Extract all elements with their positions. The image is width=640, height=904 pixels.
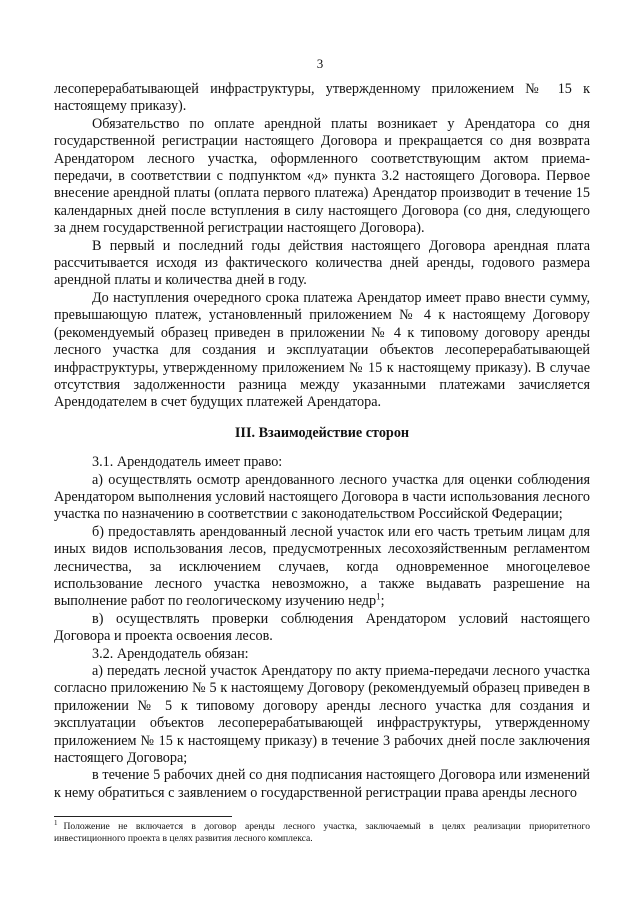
paragraph: лесоперерабатывающей инфраструктуры, утвержденному приложением № 15 к настоящему приказу). [54,81,590,115]
footnote-mark: 1 [54,818,58,827]
footnote [54,818,590,845]
clause-3-1-title: 3.1. Арендодатель имеет право: [92,454,283,471]
clause-3-2-title: 3.2. Арендодатель обязан: [92,645,249,662]
clause-3-2-a-continued: в течение 5 рабочих дней со дня подписания настоящего Договора или изменений к нему обратиться с заявлением о государственной регистрации права аренды лесного [54,767,590,801]
page-number: 3 [316,56,324,71]
clause-3-1-a: а) осуществлять осмотр арендованного лесного участка для оценки соблюдения Арендатором выполнения условий настоящего Договора в части использования лесного участка по назначению в соответствии с законодательством Российской Федерации; [54,471,590,523]
footnote-text: Положение не включается в договор аренды лесного участка, заключаемый в целях реализации приоритетного инвестиционного проекта в целях развития лесного комплекса. [54,821,590,844]
footnote-divider [54,816,232,817]
clause-3-1-b-text: б) предоставлять арендованный лесной участок или его часть третьим лицам для иных видов использования лесов, предусмотренных лесохозяйственным регламентом лесничества, за исключением случаев, когда одновременное многоцелевое использование лесного участка невозможно, а также выдавать разрешение на выполнение работ по геологическому изучению недр [54,523,590,610]
paragraph: Обязательство по оплате арендной платы возникает у Арендатора со дня государственной регистрации настоящего Договора и прекращается со дня возврата Арендатором лесного участка, оформленного соответствующим актом приема-передачи, в соответствии с подпунктом «д» пункта 3.2 настоящего Договора. Первое внесение арендной платы (оплата первого платежа) Арендатор производит в течение 15 календарных дней после вступления в силу настоящего Договора (со дня, следующего за днем государственной регистрации настоящего Договора). [54,115,590,237]
clause-3-1-b-end: ; [380,593,385,610]
document-body [54,81,590,802]
paragraph: В первый и последний годы действия настоящего Договора арендная плата рассчитывается исходя из фактического количества дней аренды, годового размера арендной платы и количества дней в году. [54,237,590,289]
clause-3-1-b [54,524,590,611]
footnote-reference: 1 [376,591,381,602]
clause-3-1-v: в) осуществлять проверки соблюдения Арендатором условий настоящего Договора и проекта освоения лесов. [54,610,590,645]
clause-3-2-a: а) передать лесной участок Арендатору по акту приема-передачи лесного участка согласно приложению № 5 к настоящему Договору (рекомендуемый образец приведен в приложении № 5 к типовому договору аренды лесного участка для создания и эксплуатации объектов лесоперерабатывающей инфраструктуры, утвержденному приложением № 15 к настоящему приказу) в течение 3 рабочих дней после заключения настоящего Договора; [54,663,590,767]
paragraph: До наступления очередного срока платежа Арендатор имеет право внести сумму, превышающую платеж, установленный приложением № 4 к настоящему Договору (рекомендуемый образец приведен в приложении № 4 к типовому договору аренды лесного участка для создания и эксплуатации объектов лесоперерабатывающей инфраструктуры, утвержденному приложением № 15 к настоящему приказу). В случае отсутствия задолженности разница между указанными платежами зачисляется Арендодателем в счет будущих платежей Арендатора. [54,289,590,411]
section-title: III. Взаимодействие сторон [234,424,410,441]
